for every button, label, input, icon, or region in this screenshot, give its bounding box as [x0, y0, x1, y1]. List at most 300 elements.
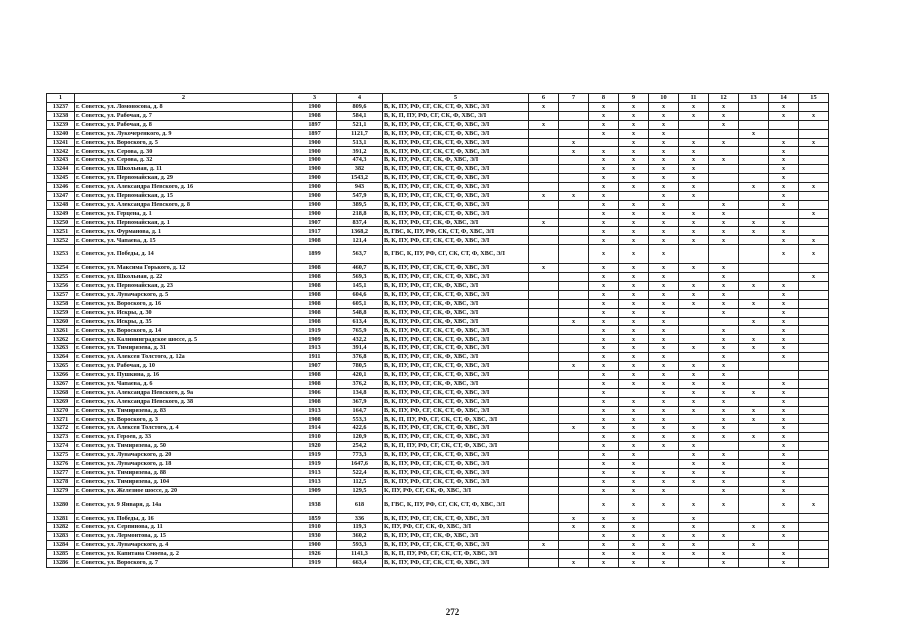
area-cell: 663,4 [337, 558, 383, 567]
work-mark-cell [739, 468, 769, 477]
table-row [47, 218, 829, 227]
work-mark-cell [799, 317, 829, 326]
year-built-cell: 1919 [293, 326, 337, 335]
work-mark-cell [739, 326, 769, 335]
table-row [47, 459, 829, 468]
area-cell: 391,4 [337, 344, 383, 353]
services-cell: В, К, ПУ, РФ, СГ, СК, СТ, Ф, ХВС, ЭЛ [383, 290, 529, 299]
services-cell: В, К, ПУ, РФ, СГ, СК, СТ, Ф, ХВС, ЭЛ [383, 406, 529, 415]
area-cell: 780,5 [337, 362, 383, 371]
work-mark-cell: x [679, 495, 709, 514]
area-cell: 521,1 [337, 120, 383, 129]
work-mark-cell: x [589, 282, 619, 291]
table-row [47, 191, 829, 200]
address-cell: г. Советск, ул. Лермонтова, д. 15 [75, 532, 293, 541]
work-mark-cell: x [589, 362, 619, 371]
work-mark-cell [799, 415, 829, 424]
work-mark-cell: x [679, 379, 709, 388]
work-mark-cell [739, 442, 769, 451]
work-mark-cell [559, 379, 589, 388]
work-mark-cell: x [649, 245, 679, 264]
address-cell: г. Советск, ул. Школьная, д. 11 [75, 165, 293, 174]
work-mark-cell: x [649, 433, 679, 442]
work-mark-cell: x [679, 299, 709, 308]
area-cell: 548,8 [337, 308, 383, 317]
work-mark-cell [559, 290, 589, 299]
area-cell: 1368,2 [337, 227, 383, 236]
work-mark-cell: x [649, 103, 679, 112]
work-mark-cell: x [619, 264, 649, 273]
work-mark-cell: x [529, 103, 559, 112]
table-row [47, 344, 829, 353]
work-mark-cell [529, 459, 559, 468]
work-mark-cell: x [769, 227, 799, 236]
work-mark-cell: x [589, 514, 619, 523]
record-id-cell: 13237 [47, 103, 75, 112]
work-mark-cell [799, 335, 829, 344]
work-mark-cell: x [589, 406, 619, 415]
work-mark-cell: x [619, 459, 649, 468]
address-cell: г. Советск, ул. Александра Невского, д. 8 [75, 200, 293, 209]
table-row [47, 282, 829, 291]
work-mark-cell: x [769, 450, 799, 459]
work-mark-cell: x [679, 532, 709, 541]
work-mark-cell [529, 282, 559, 291]
work-mark-cell: x [619, 486, 649, 495]
year-built-cell: 1909 [293, 335, 337, 344]
table-row [47, 397, 829, 406]
work-mark-cell: x [679, 370, 709, 379]
work-mark-cell [799, 433, 829, 442]
work-mark-cell [679, 558, 709, 567]
work-mark-cell: x [559, 191, 589, 200]
table-row [47, 200, 829, 209]
work-mark-cell: x [709, 549, 739, 558]
work-mark-cell: x [619, 450, 649, 459]
work-mark-cell [739, 120, 769, 129]
work-mark-cell: x [619, 138, 649, 147]
column-number-header: 1 [47, 94, 75, 103]
record-id-cell: 13239 [47, 120, 75, 129]
work-mark-cell: x [649, 442, 679, 451]
work-mark-cell [799, 174, 829, 183]
record-id-cell: 13262 [47, 335, 75, 344]
record-id-cell: 13259 [47, 308, 75, 317]
work-mark-cell: x [769, 299, 799, 308]
work-mark-cell [529, 129, 559, 138]
work-mark-cell: x [619, 129, 649, 138]
work-mark-cell [649, 514, 679, 523]
work-mark-cell [799, 442, 829, 451]
address-cell: г. Советск, ул. Калининградское шоссе, д. 5 [75, 335, 293, 344]
work-mark-cell: x [739, 282, 769, 291]
table-row [47, 183, 829, 192]
area-cell: 1543,2 [337, 174, 383, 183]
work-mark-cell: x [799, 183, 829, 192]
work-mark-cell [769, 120, 799, 129]
area-cell: 809,6 [337, 103, 383, 112]
work-mark-cell [799, 486, 829, 495]
work-mark-cell: x [709, 335, 739, 344]
year-built-cell: 1897 [293, 129, 337, 138]
work-mark-cell: x [649, 532, 679, 541]
work-mark-cell: x [619, 174, 649, 183]
address-cell: г. Советск, ул. Капитана Смоева, д. 2 [75, 549, 293, 558]
work-mark-cell [709, 174, 739, 183]
services-cell: В, К, ПУ, РФ, СГ, СК, СТ, Ф, ХВС, ЭЛ [383, 514, 529, 523]
work-mark-cell [799, 218, 829, 227]
work-mark-cell [739, 424, 769, 433]
work-mark-cell: x [589, 397, 619, 406]
record-id-cell: 13251 [47, 227, 75, 236]
record-id-cell: 13285 [47, 549, 75, 558]
work-mark-cell: x [589, 156, 619, 165]
work-mark-cell: x [709, 218, 739, 227]
work-mark-cell: x [589, 326, 619, 335]
column-number-header: 3 [293, 94, 337, 103]
work-mark-cell: x [769, 218, 799, 227]
work-mark-cell: x [739, 523, 769, 532]
record-id-cell: 13257 [47, 290, 75, 299]
year-built-cell: 1926 [293, 549, 337, 558]
work-mark-cell: x [769, 532, 799, 541]
work-mark-cell: x [649, 397, 679, 406]
work-mark-cell [739, 532, 769, 541]
year-built-cell: 1900 [293, 209, 337, 218]
services-cell: В, К, ПУ, РФ, СГ, СК, СТ, Ф, ХВС, ЭЛ [383, 388, 529, 397]
area-cell: 382 [337, 165, 383, 174]
work-mark-cell: x [649, 353, 679, 362]
work-mark-cell [529, 532, 559, 541]
year-built-cell: 1900 [293, 191, 337, 200]
work-mark-cell: x [679, 156, 709, 165]
work-mark-cell [559, 183, 589, 192]
table-row [47, 227, 829, 236]
year-built-cell: 1908 [293, 273, 337, 282]
record-id-cell: 13267 [47, 379, 75, 388]
work-mark-cell [679, 415, 709, 424]
work-mark-cell: x [679, 362, 709, 371]
services-cell: В, К, ПУ, РФ, СГ, СК, СТ, Ф, ХВС, ЭЛ [383, 183, 529, 192]
work-mark-cell [559, 299, 589, 308]
work-mark-cell [679, 317, 709, 326]
address-cell: г. Советск, ул. Тимирязева, д. 104 [75, 477, 293, 486]
services-cell: В, К, ПУ, РФ, СГ, СК, СТ, Ф, ХВС, ЭЛ [383, 468, 529, 477]
work-mark-cell [799, 264, 829, 273]
year-built-cell: 1859 [293, 514, 337, 523]
work-mark-cell: x [769, 459, 799, 468]
work-mark-cell: x [769, 495, 799, 514]
work-mark-cell: x [589, 299, 619, 308]
services-cell: В, ГВС, К, ПУ, РФ, СГ, СК, СТ, Ф, ХВС, ЭЛ [383, 245, 529, 264]
area-cell: 112,5 [337, 477, 383, 486]
table-row [47, 353, 829, 362]
record-id-cell: 13282 [47, 523, 75, 532]
work-mark-cell: x [529, 541, 559, 550]
table-row [47, 147, 829, 156]
services-cell: В, К, ПУ, РФ, СГ, СК, СТ, Ф, ХВС, ЭЛ [383, 477, 529, 486]
address-cell: г. Советск, ул. Первомайская, д. 23 [75, 282, 293, 291]
work-mark-cell: x [619, 406, 649, 415]
address-cell: г. Советск, ул. Луначарского, д. 18 [75, 459, 293, 468]
work-mark-cell: x [709, 264, 739, 273]
work-mark-cell [799, 388, 829, 397]
work-mark-cell: x [559, 558, 589, 567]
services-cell: В, ГВС, К, ПУ, РФ, СК, СТ, Ф, ХВС, ЭЛ [383, 227, 529, 236]
work-mark-cell [739, 450, 769, 459]
work-mark-cell: x [709, 344, 739, 353]
year-built-cell: 1906 [293, 388, 337, 397]
work-mark-cell: x [619, 147, 649, 156]
work-mark-cell [799, 532, 829, 541]
work-mark-cell [559, 129, 589, 138]
work-mark-cell [799, 326, 829, 335]
area-cell: 613,4 [337, 317, 383, 326]
year-built-cell: 1908 [293, 236, 337, 245]
work-mark-cell: x [619, 245, 649, 264]
work-mark-cell: x [619, 183, 649, 192]
table-row [47, 424, 829, 433]
table-row [47, 273, 829, 282]
services-cell: В, К, П, ПУ, РФ, СГ, СК, СТ, Ф, ХВС, ЭЛ [383, 415, 529, 424]
work-mark-cell [559, 477, 589, 486]
table-row [47, 379, 829, 388]
services-cell: В, К, П, ПУ, РФ, СГ, СК, СТ, Ф, ХВС, ЭЛ [383, 442, 529, 451]
year-built-cell: 1909 [293, 486, 337, 495]
work-mark-cell: x [709, 273, 739, 282]
record-id-cell: 13281 [47, 514, 75, 523]
address-cell: г. Советск, ул. Герцена, д. 1 [75, 209, 293, 218]
record-id-cell: 13250 [47, 218, 75, 227]
work-mark-cell: x [709, 486, 739, 495]
work-mark-cell: x [619, 468, 649, 477]
work-mark-cell: x [739, 183, 769, 192]
work-mark-cell: x [679, 477, 709, 486]
work-mark-cell: x [619, 353, 649, 362]
year-built-cell: 1908 [293, 282, 337, 291]
work-mark-cell: x [619, 165, 649, 174]
housing-registry-table [46, 93, 829, 568]
work-mark-cell: x [619, 273, 649, 282]
work-mark-cell [529, 362, 559, 371]
area-cell: 1121,7 [337, 129, 383, 138]
work-mark-cell: x [589, 388, 619, 397]
work-mark-cell: x [649, 156, 679, 165]
work-mark-cell: x [739, 406, 769, 415]
work-mark-cell: x [589, 468, 619, 477]
work-mark-cell: x [769, 200, 799, 209]
address-cell: г. Советск, ул. Александра Невского, д. 16 [75, 183, 293, 192]
address-cell: г. Советск, ул. Вороского, д. 5 [75, 138, 293, 147]
work-mark-cell [559, 209, 589, 218]
work-mark-cell [709, 165, 739, 174]
year-built-cell: 1908 [293, 415, 337, 424]
work-mark-cell [799, 541, 829, 550]
work-mark-cell: x [619, 326, 649, 335]
work-mark-cell [529, 424, 559, 433]
work-mark-cell: x [649, 209, 679, 218]
address-cell: г. Советск, ул. Серова, д. 30 [75, 147, 293, 156]
work-mark-cell: x [769, 477, 799, 486]
work-mark-cell [679, 245, 709, 264]
area-cell: 119,3 [337, 523, 383, 532]
work-mark-cell: x [769, 486, 799, 495]
address-cell: г. Советск, ул. Вороского, д. 14 [75, 326, 293, 335]
work-mark-cell: x [619, 120, 649, 129]
column-number-header: 13 [739, 94, 769, 103]
work-mark-cell [559, 308, 589, 317]
table-row [47, 138, 829, 147]
work-mark-cell: x [649, 326, 679, 335]
work-mark-cell [799, 370, 829, 379]
work-mark-cell [799, 299, 829, 308]
work-mark-cell [559, 111, 589, 120]
address-cell: г. Советск, ул. Александра Невского, д. 9а [75, 388, 293, 397]
year-built-cell: 1897 [293, 120, 337, 129]
services-cell: В, К, П, ПУ, РФ, СГ, СК, СТ, Ф, ХВС, ЭЛ [383, 549, 529, 558]
year-built-cell: 1913 [293, 477, 337, 486]
work-mark-cell [529, 147, 559, 156]
record-id-cell: 13266 [47, 370, 75, 379]
work-mark-cell: x [619, 370, 649, 379]
work-mark-cell [799, 165, 829, 174]
services-cell: К, ПУ, РФ, СГ, СК, Ф, ХВС, ЭЛ [383, 486, 529, 495]
work-mark-cell [559, 406, 589, 415]
year-built-cell: 1907 [293, 218, 337, 227]
table-row [47, 209, 829, 218]
work-mark-cell: x [679, 111, 709, 120]
work-mark-cell: x [589, 183, 619, 192]
table-row [47, 450, 829, 459]
work-mark-cell: x [709, 120, 739, 129]
address-cell: г. Советск, ул. Вороского, д. 7 [75, 558, 293, 567]
work-mark-cell: x [649, 308, 679, 317]
services-cell: В, К, ПУ, РФ, СГ, СК, СТ, Ф, ХВС, ЭЛ [383, 273, 529, 282]
work-mark-cell [559, 388, 589, 397]
work-mark-cell [709, 245, 739, 264]
table-row [47, 308, 829, 317]
work-mark-cell [799, 147, 829, 156]
work-mark-cell [799, 549, 829, 558]
work-mark-cell: x [739, 335, 769, 344]
work-mark-cell: x [589, 370, 619, 379]
services-cell: В, К, ПУ, РФ, СГ, СК, СТ, Ф, ХВС, ЭЛ [383, 165, 529, 174]
column-number-header: 2 [75, 94, 293, 103]
work-mark-cell: x [709, 532, 739, 541]
work-mark-cell [649, 459, 679, 468]
record-id-cell: 13254 [47, 264, 75, 273]
work-mark-cell: x [649, 486, 679, 495]
work-mark-cell [799, 156, 829, 165]
work-mark-cell [529, 486, 559, 495]
work-mark-cell [739, 111, 769, 120]
address-cell: г. Советск, ул. Лукочеренкого, д. 9 [75, 129, 293, 138]
work-mark-cell: x [589, 120, 619, 129]
work-mark-cell: x [709, 477, 739, 486]
work-mark-cell [769, 541, 799, 550]
work-mark-cell: x [769, 174, 799, 183]
work-mark-cell: x [589, 532, 619, 541]
area-cell: 593,3 [337, 541, 383, 550]
year-built-cell: 1913 [293, 468, 337, 477]
record-id-cell: 13245 [47, 174, 75, 183]
area-cell: 420,1 [337, 370, 383, 379]
area-cell: 1647,6 [337, 459, 383, 468]
area-cell: 145,1 [337, 282, 383, 291]
address-cell: г. Советск, ул. Чапаева, д. 15 [75, 236, 293, 245]
table-row [47, 406, 829, 415]
work-mark-cell: x [589, 111, 619, 120]
table-row [47, 335, 829, 344]
services-cell: В, К, ПУ, РФ, СГ, СК, СТ, Ф, ХВС, ЭЛ [383, 147, 529, 156]
work-mark-cell [529, 299, 559, 308]
work-mark-cell: x [709, 111, 739, 120]
work-mark-cell [529, 326, 559, 335]
work-mark-cell: x [679, 450, 709, 459]
work-mark-cell [559, 549, 589, 558]
work-mark-cell: x [619, 209, 649, 218]
services-cell: В, К, ПУ, РФ, СГ, СК, СТ, Ф, ХВС, ЭЛ [383, 397, 529, 406]
work-mark-cell [799, 282, 829, 291]
table-row [47, 468, 829, 477]
work-mark-cell: x [769, 147, 799, 156]
table-row [47, 541, 829, 550]
work-mark-cell: x [709, 209, 739, 218]
address-cell: г. Советск, ул. Первомайская, д. 1 [75, 218, 293, 227]
address-cell: г. Советск, ул. Фурманова, д. 1 [75, 227, 293, 236]
work-mark-cell: x [649, 138, 679, 147]
year-built-cell: 1913 [293, 406, 337, 415]
work-mark-cell: x [589, 317, 619, 326]
work-mark-cell [559, 486, 589, 495]
work-mark-cell: x [649, 388, 679, 397]
year-built-cell: 1930 [293, 532, 337, 541]
table-row [47, 165, 829, 174]
work-mark-cell [619, 191, 649, 200]
area-cell: 254,2 [337, 442, 383, 451]
work-mark-cell: x [679, 264, 709, 273]
work-mark-cell [559, 156, 589, 165]
work-mark-cell: x [529, 120, 559, 129]
work-mark-cell [649, 450, 679, 459]
record-id-cell: 13268 [47, 388, 75, 397]
area-cell: 460,7 [337, 264, 383, 273]
year-built-cell: 1900 [293, 103, 337, 112]
page-number: 272 [445, 607, 460, 617]
record-id-cell: 13283 [47, 532, 75, 541]
record-id-cell: 13243 [47, 156, 75, 165]
work-mark-cell [529, 138, 559, 147]
area-cell: 360,2 [337, 532, 383, 541]
services-cell: В, К, ПУ, РФ, СГ, СК, СТ, Ф, ХВС, ЭЛ [383, 264, 529, 273]
area-cell: 773,3 [337, 450, 383, 459]
work-mark-cell [529, 227, 559, 236]
work-mark-cell [529, 495, 559, 514]
work-mark-cell: x [679, 290, 709, 299]
work-mark-cell [739, 362, 769, 371]
work-mark-cell: x [679, 388, 709, 397]
work-mark-cell [559, 326, 589, 335]
address-cell: г. Советск, ул. Героев, д. 33 [75, 433, 293, 442]
work-mark-cell: x [619, 514, 649, 523]
work-mark-cell: x [619, 433, 649, 442]
year-built-cell: 1919 [293, 459, 337, 468]
work-mark-cell: x [619, 477, 649, 486]
work-mark-cell: x [709, 433, 739, 442]
work-mark-cell [529, 353, 559, 362]
work-mark-cell [619, 388, 649, 397]
year-built-cell: 1900 [293, 541, 337, 550]
